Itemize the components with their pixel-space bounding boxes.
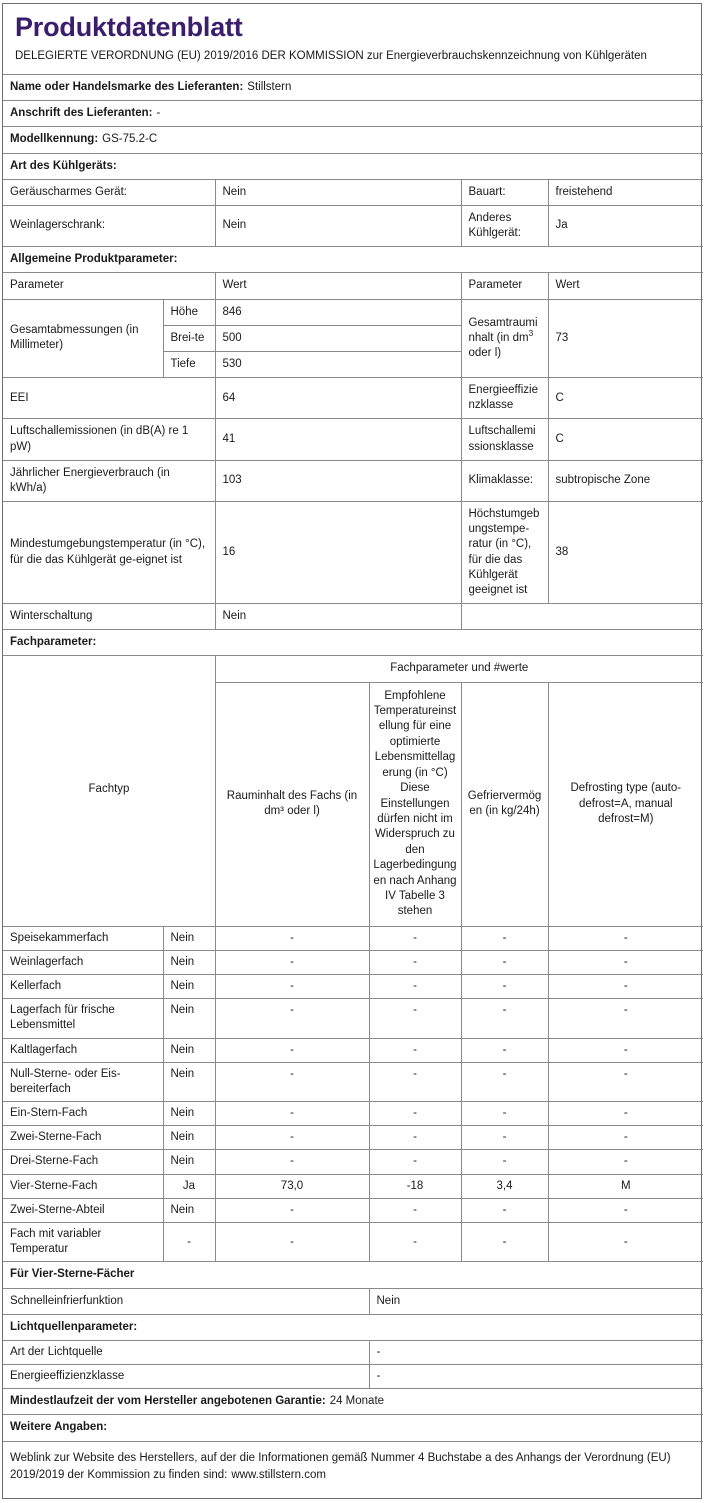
compartment-defrosting-9: M — [548, 1174, 703, 1198]
total-volume-value: 73 — [548, 299, 703, 378]
product-datasheet-page — [0, 3, 704, 1503]
compartment-freezing-0: - — [461, 926, 548, 950]
compartment-temperature-7: - — [369, 1126, 461, 1150]
supplier-address-row — [3, 101, 703, 127]
compartment-header-freezing: Gefriervermögen (in kg/24h) — [461, 682, 548, 926]
total-volume-label — [461, 299, 548, 378]
col-header-parameter-left: Parameter — [3, 273, 215, 299]
regulation-intro-text: DELEGIERTE VERORDNUNG (EU) 2019/2016 DER KOMMISSION zur Energieverbrauchskennzeichnung von Kühlgeräten — [3, 41, 703, 74]
compartment-group-header: Fachparameter und #werte — [215, 656, 703, 682]
compartment-group-header-row — [3, 656, 703, 682]
compartment-defrosting-11: - — [548, 1222, 703, 1261]
compartment-present-10: Nein — [163, 1198, 215, 1222]
four-star-section-label: Für Vier-Sterne-Fächer — [3, 1262, 703, 1288]
supplier-name-cell — [3, 75, 703, 101]
compartment-defrosting-10: - — [548, 1198, 703, 1222]
noise-class-value: C — [548, 419, 703, 460]
warranty-label: Mindestlaufzeit der vom Hersteller angebotenen Garantie: — [10, 1395, 326, 1408]
compartment-volume-9: 73,0 — [215, 1174, 369, 1198]
compartment-freezing-2: - — [461, 975, 548, 999]
noise-class-label: Luftschallemissionsklasse — [461, 419, 548, 460]
compartment-defrosting-5: - — [548, 1062, 703, 1101]
noise-emission-label: Luftschallemissionen (in dB(A) re 1 pW) — [3, 419, 215, 460]
compartment-present-7: Nein — [163, 1126, 215, 1150]
climate-class-value: subtropische Zone — [548, 460, 703, 501]
compartment-section-label: Fachparameter: — [3, 630, 703, 656]
climate-class-label: Klimaklasse: — [461, 460, 548, 501]
light-source-type-value: - — [369, 1340, 703, 1364]
compartment-freezing-4: - — [461, 1038, 548, 1062]
max-ambient-label: Höchstumgebungstempe-ratur (in °C), für die das Kühlgerät geeignet ist — [461, 502, 548, 604]
dimension-sub-label-depth: Tiefe — [163, 351, 215, 377]
compartment-volume-1: - — [215, 950, 369, 974]
compartment-temperature-8: - — [369, 1150, 461, 1174]
compartment-volume-3: - — [215, 999, 369, 1038]
compartment-temperature-4: - — [369, 1038, 461, 1062]
light-source-class-value: - — [369, 1365, 703, 1389]
dimension-value-height: 846 — [215, 299, 461, 325]
compartment-freezing-6: - — [461, 1102, 548, 1126]
compartment-present-1: Nein — [163, 950, 215, 974]
dimension-value-depth: 530 — [215, 351, 461, 377]
compartment-present-5: Nein — [163, 1062, 215, 1101]
col-header-parameter-right: Parameter — [461, 273, 548, 299]
model-cell — [3, 127, 703, 153]
total-volume-label-part2: oder l) — [468, 346, 502, 359]
compartment-type-9: Vier-Sterne-Fach — [3, 1174, 163, 1198]
compartment-header-type-overlay: Fachtyp — [88, 783, 130, 796]
further-info-section-row — [3, 1415, 703, 1441]
datasheet-table — [3, 4, 703, 1498]
compartment-type-0: Speisekammerfach — [3, 926, 163, 950]
compartment-freezing-7: - — [461, 1126, 548, 1150]
light-source-section-label: Lichtquellenparameter: — [3, 1314, 703, 1340]
eei-value: 64 — [215, 378, 461, 419]
compartment-section-row — [3, 630, 703, 656]
weblink-row — [3, 1441, 703, 1498]
compartment-volume-5: - — [215, 1062, 369, 1101]
compartment-type-5: Null-Sterne- oder Eis-bereiterfach — [3, 1062, 163, 1101]
wine-cabinet-value: Nein — [215, 205, 461, 246]
compartment-freezing-9: 3,4 — [461, 1174, 548, 1198]
compartment-freezing-3: - — [461, 999, 548, 1038]
table-row — [3, 950, 703, 974]
compartment-temperature-10: - — [369, 1198, 461, 1222]
further-info-section-label: Weitere Angaben: — [3, 1415, 703, 1441]
warranty-value: 24 Monate — [329, 1395, 385, 1408]
compartment-temperature-11: - — [369, 1222, 461, 1261]
compartment-defrosting-4: - — [548, 1038, 703, 1062]
weblink-url[interactable]: www.stillstern.com — [231, 1468, 326, 1481]
annual-energy-label: Jährlicher Energieverbrauch (in kWh/a) — [3, 460, 215, 501]
table-row — [3, 1102, 703, 1126]
compartment-defrosting-8: - — [548, 1150, 703, 1174]
construction-label: Bauart: — [461, 179, 548, 205]
table-row — [3, 1222, 703, 1261]
table-row — [3, 926, 703, 950]
compartment-header-defrosting: Defrosting type (auto-defrost=A, manual defrost=M) — [548, 682, 703, 926]
winter-setting-empty-cell — [461, 604, 703, 630]
table-row — [3, 1174, 703, 1198]
appliance-type-section-label: Art des Kühlgeräts: — [3, 153, 703, 179]
table-row — [3, 1198, 703, 1222]
compartment-type-3: Lagerfach für frische Lebensmittel — [3, 999, 163, 1038]
appliance-type-row-0 — [3, 179, 703, 205]
eei-label: EEI — [3, 378, 215, 419]
weblink-description: Weblink zur Website des Herstellers, auf der die Informationen gemäß Nummer 4 Buchstabe a des Anhangs der Verordnung (EU) 2019/2019 der Kommission zu finden sind: — [10, 1451, 671, 1481]
total-volume-label-sup: 3 — [528, 328, 534, 338]
table-row — [3, 1062, 703, 1101]
col-header-value-left: Wert — [215, 273, 461, 299]
dimension-sub-label-height: Höhe — [163, 299, 215, 325]
compartment-temperature-5: - — [369, 1062, 461, 1101]
compartment-temperature-0: - — [369, 926, 461, 950]
model-label: Modellkennung: — [10, 133, 99, 146]
general-row-winter — [3, 604, 703, 630]
compartment-freezing-1: - — [461, 950, 548, 974]
compartment-present-0: Nein — [163, 926, 215, 950]
compartment-defrosting-7: - — [548, 1126, 703, 1150]
intro-row — [3, 41, 703, 74]
compartment-type-1: Weinlagerfach — [3, 950, 163, 974]
compartment-temperature-9: -18 — [369, 1174, 461, 1198]
compartment-volume-4: - — [215, 1038, 369, 1062]
total-volume-label-part1: Gesamtrauminhalt (in dm — [468, 316, 538, 344]
compartment-volume-7: - — [215, 1126, 369, 1150]
winter-setting-label: Winterschaltung — [3, 604, 215, 630]
winter-setting-value: Nein — [215, 604, 461, 630]
compartment-volume-2: - — [215, 975, 369, 999]
general-row-eei — [3, 378, 703, 419]
light-source-type-label: Art der Lichtquelle — [3, 1340, 369, 1364]
dimensions-label: Gesamtabmessungen (in Millimeter) — [3, 299, 163, 378]
wine-cabinet-label: Weinlagerschrank: — [3, 205, 215, 246]
supplier-address-label: Anschrift des Lieferanten: — [10, 107, 153, 120]
compartment-type-7: Zwei-Sterne-Fach — [3, 1126, 163, 1150]
compartment-header-volume: Rauminhalt des Fachs (in dm³ oder l) — [215, 682, 369, 926]
fast-freeze-label: Schnelleinfrierfunktion — [3, 1288, 369, 1314]
general-row-annual-energy — [3, 460, 703, 501]
compartment-defrosting-3: - — [548, 999, 703, 1038]
compartment-group-empty-cell — [3, 656, 215, 926]
compartment-freezing-5: - — [461, 1062, 548, 1101]
page-title: Produktdatenblatt — [15, 12, 243, 42]
model-row — [3, 127, 703, 153]
table-row — [3, 1126, 703, 1150]
table-row — [3, 975, 703, 999]
compartment-temperature-2: - — [369, 975, 461, 999]
compartment-present-8: Nein — [163, 1150, 215, 1174]
other-appliance-label: Anderes Kühlgerät: — [461, 205, 548, 246]
compartment-type-6: Ein-Stern-Fach — [3, 1102, 163, 1126]
energy-class-value: C — [548, 378, 703, 419]
fast-freeze-value: Nein — [369, 1288, 703, 1314]
compartment-defrosting-2: - — [548, 975, 703, 999]
compartment-type-10: Zwei-Sterne-Abteil — [3, 1198, 163, 1222]
fast-freeze-row — [3, 1288, 703, 1314]
table-row — [3, 1038, 703, 1062]
low-noise-label: Geräuscharmes Gerät: — [3, 179, 215, 205]
compartment-volume-6: - — [215, 1102, 369, 1126]
noise-emission-value: 41 — [215, 419, 461, 460]
supplier-name-label: Name oder Handelsmarke des Lieferanten: — [10, 81, 244, 94]
supplier-name-value: Stillstern — [247, 81, 292, 94]
compartment-type-11: Fach mit variabler Temperatur — [3, 1222, 163, 1261]
compartment-type-4: Kaltlagerfach — [3, 1038, 163, 1062]
compartment-defrosting-0: - — [548, 926, 703, 950]
four-star-section-row — [3, 1262, 703, 1288]
construction-value: freistehend — [548, 179, 703, 205]
compartment-present-2: Nein — [163, 975, 215, 999]
annual-energy-value: 103 — [215, 460, 461, 501]
compartment-temperature-6: - — [369, 1102, 461, 1126]
dimensions-row-height — [3, 299, 703, 325]
low-noise-value: Nein — [215, 179, 461, 205]
light-source-class-label: Energieeffizienzklasse — [3, 1365, 369, 1389]
compartment-defrosting-1: - — [548, 950, 703, 974]
compartment-volume-0: - — [215, 926, 369, 950]
compartment-present-11: - — [163, 1222, 215, 1261]
col-header-value-right: Wert — [548, 273, 703, 299]
compartment-volume-11: - — [215, 1222, 369, 1261]
warranty-row — [3, 1389, 703, 1415]
datasheet-outer-frame — [2, 3, 702, 1499]
weblink-cell — [3, 1441, 703, 1498]
general-parameters-section-label: Allgemeine Produktparameter: — [3, 247, 703, 273]
energy-class-label: Energieeffizienzklasse — [461, 378, 548, 419]
light-source-section-row — [3, 1314, 703, 1340]
compartment-header-temperature: Empfohlene Temperatureinstellung für eine optimierte Lebensmittellagerung (in °C) Diese Einstellungen dürfen nicht im Widerspruch zu den Lagerbedingungen nach Anhang IV Tabelle 3 stehen — [369, 682, 461, 926]
compartment-temperature-1: - — [369, 950, 461, 974]
compartment-present-4: Nein — [163, 1038, 215, 1062]
min-ambient-label: Mindestumgebungstemperatur (in °C), für die das Kühlgerät ge-eignet ist — [3, 502, 215, 604]
appliance-type-row-1 — [3, 205, 703, 246]
table-row — [3, 999, 703, 1038]
supplier-address-value: - — [156, 107, 161, 120]
light-source-row-1 — [3, 1365, 703, 1389]
compartment-present-9: Ja — [163, 1174, 215, 1198]
table-row — [3, 1150, 703, 1174]
compartment-freezing-11: - — [461, 1222, 548, 1261]
compartment-defrosting-6: - — [548, 1102, 703, 1126]
general-row-ambient — [3, 502, 703, 604]
dimension-sub-label-width: Brei-te — [163, 325, 215, 351]
compartment-freezing-8: - — [461, 1150, 548, 1174]
supplier-address-cell — [3, 101, 703, 127]
compartment-present-3: Nein — [163, 999, 215, 1038]
compartment-temperature-3: - — [369, 999, 461, 1038]
general-parameters-section-row — [3, 247, 703, 273]
general-row-noise — [3, 419, 703, 460]
general-parameters-header-row — [3, 273, 703, 299]
light-source-row-0 — [3, 1340, 703, 1364]
appliance-type-section-row — [3, 153, 703, 179]
supplier-name-row — [3, 75, 703, 101]
dimension-value-width: 500 — [215, 325, 461, 351]
other-appliance-value: Ja — [548, 205, 703, 246]
warranty-cell — [3, 1389, 703, 1415]
model-value: GS-75.2-C — [102, 133, 158, 146]
compartment-type-2: Kellerfach — [3, 975, 163, 999]
compartment-freezing-10: - — [461, 1198, 548, 1222]
compartment-volume-10: - — [215, 1198, 369, 1222]
max-ambient-value: 38 — [548, 502, 703, 604]
compartment-present-6: Nein — [163, 1102, 215, 1126]
min-ambient-value: 16 — [215, 502, 461, 604]
title-row — [3, 4, 703, 41]
compartment-type-8: Drei-Sterne-Fach — [3, 1150, 163, 1174]
compartment-volume-8: - — [215, 1150, 369, 1174]
